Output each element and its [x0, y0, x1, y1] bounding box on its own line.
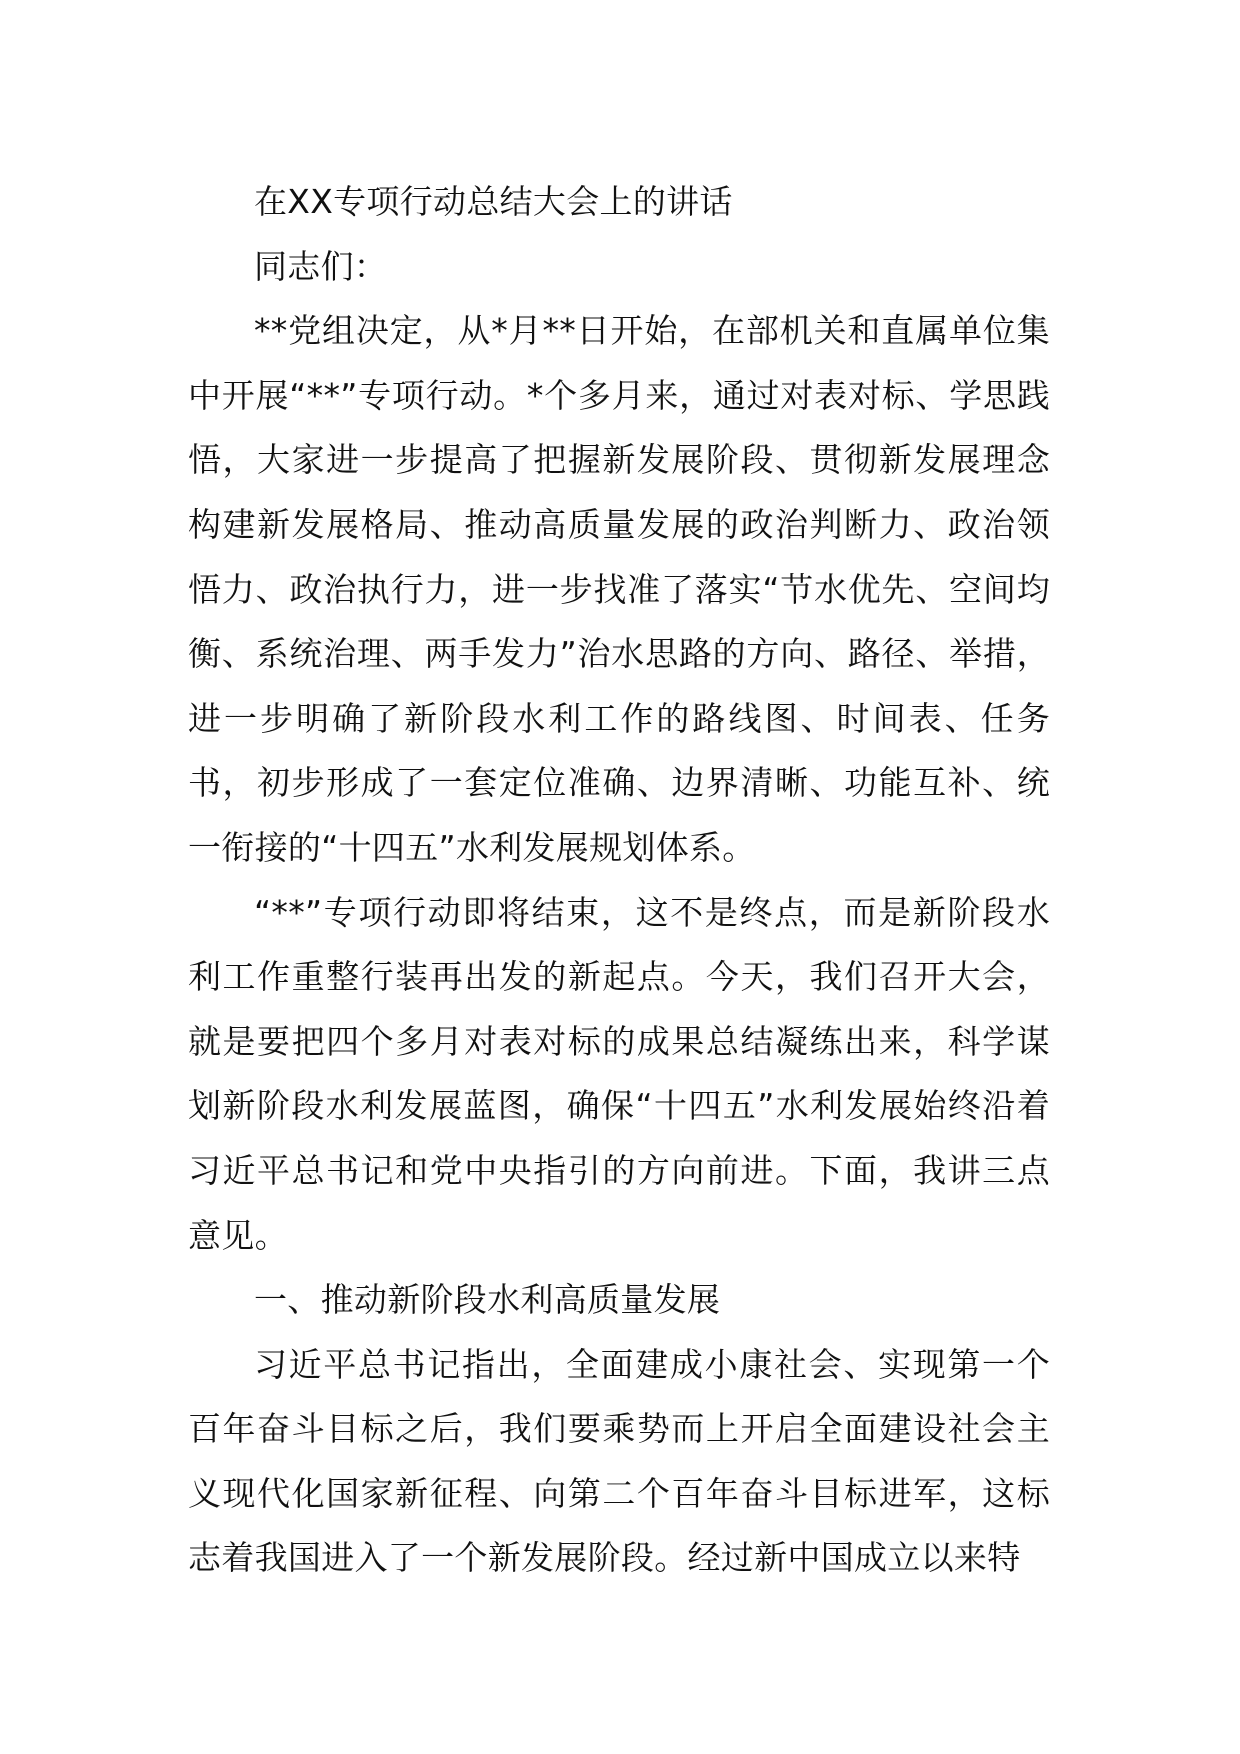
- body-paragraph-2: “**”专项行动即将结束，这不是终点，而是新阶段水利工作重整行装再出发的新起点。今天，我们召开大会，就是要把四个多月对表对标的成果总结凝练出来，科学谋划新阶段水利发展蓝图，确保“十四五”水利发展始终沿着习近平总书记和党中央指引的方向前进。下面，我讲三点意见。: [188, 892, 1050, 1255]
- document-title: 在XX专项行动总结大会上的讲话: [254, 182, 733, 221]
- salutation: 同志们：: [254, 246, 388, 286]
- section-paragraph-1: 习近平总书记指出，全面建成小康社会、实现第一个百年奋斗目标之后，我们要乘势而上开启全面建设社会主义现代化国家新征程、向第二个百年奋斗目标进军，这标志着我国进入了一个新发展阶段。经过新中国成立以来特: [188, 1344, 1050, 1578]
- body-paragraph-1: **党组决定，从*月**日开始，在部机关和直属单位集中开展“**”专项行动。*个多月来，通过对表对标、学思践悟，大家进一步提高了把握新发展阶段、贯彻新发展理念构建新发展格局、推动高质量发展的政治判断力、政治领悟力、政治执行力，进一步找准了落实“节水优先、空间均衡、系统治理、两手发力”治水思路的方向、路径、举措，进一步明确了新阶段水利工作的路线图、时间表、任务书，初步形成了一套定位准确、边界清晰、功能互补、统一衔接的“十四五”水利发展规划体系。: [188, 311, 1050, 867]
- section-heading: 一、推动新阶段水利高质量发展: [254, 1280, 721, 1320]
- document-body: [188, 170, 1050, 1591]
